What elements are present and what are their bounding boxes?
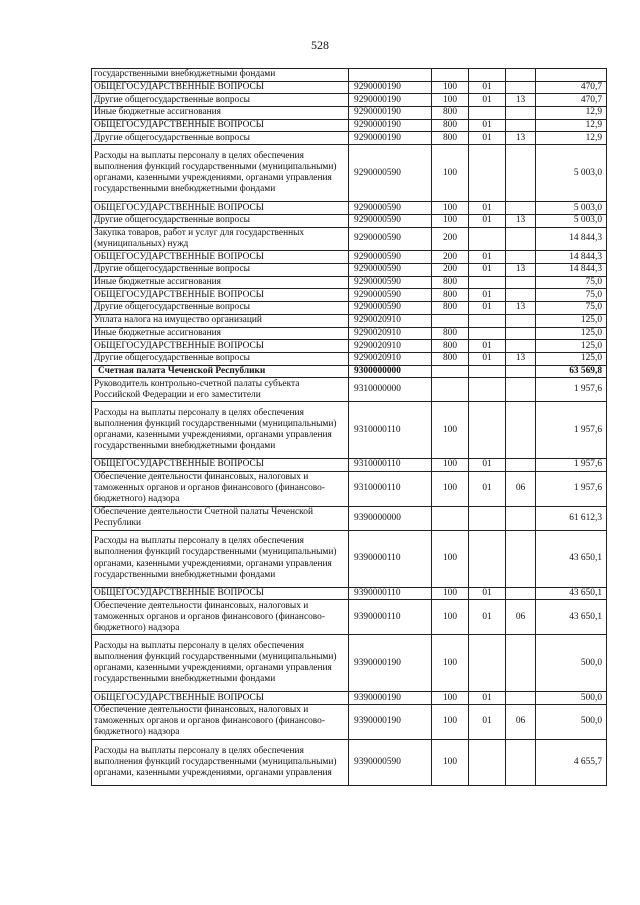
table-row <box>92 530 607 587</box>
row-name-cell: Обеспечение деятельности финансовых, налоговых и таможенных органов и органов финансового (финансово-бюджетного) надзора <box>92 471 349 506</box>
row-amount-cell: 1 957,6 <box>536 459 607 472</box>
row-expense-type-cell: 100 <box>432 739 469 785</box>
row-expense-type-cell: 800 <box>432 340 469 353</box>
row-subsection-cell <box>506 227 536 251</box>
row-subsection-cell <box>506 145 536 202</box>
row-name-cell: Расходы на выплаты персоналу в целях обеспечения выполнения функций государственными (муниципальными) органами, казенными учреждениями, органами управления <box>92 739 349 785</box>
row-amount-cell: 12,9 <box>536 107 607 120</box>
row-amount-cell: 14 844,3 <box>536 227 607 251</box>
row-expense-type-cell: 100 <box>432 214 469 227</box>
row-code-cell: 9290000590 <box>349 202 432 215</box>
row-section-cell: 01 <box>469 302 506 315</box>
row-code-cell: 9310000110 <box>349 402 432 459</box>
row-section-cell <box>469 739 506 785</box>
row-code-cell: 9290000190 <box>349 132 432 145</box>
table-row <box>92 202 607 215</box>
row-expense-type-cell <box>432 506 469 530</box>
row-expense-type-cell <box>432 365 469 378</box>
row-section-cell: 01 <box>469 132 506 145</box>
row-expense-type-cell: 800 <box>432 132 469 145</box>
row-subsection-cell: 13 <box>506 132 536 145</box>
row-amount-cell: 500,0 <box>536 635 607 692</box>
row-code-cell: 9290000190 <box>349 94 432 107</box>
row-amount-cell: 500,0 <box>536 704 607 739</box>
row-code-cell: 9290000190 <box>349 119 432 132</box>
row-subsection-cell <box>506 69 536 82</box>
table-row <box>92 506 607 530</box>
row-amount-cell: 1 957,6 <box>536 471 607 506</box>
table-row <box>92 340 607 353</box>
table-row <box>92 471 607 506</box>
row-subsection-cell <box>506 107 536 120</box>
row-name-cell: ОБЩЕГОСУДАРСТВЕННЫЕ ВОПРОСЫ <box>92 119 349 132</box>
row-section-cell: 01 <box>469 94 506 107</box>
row-name-cell: Обеспечение деятельности финансовых, налоговых и таможенных органов и органов финансового (финансово-бюджетного) надзора <box>92 704 349 739</box>
row-amount-cell <box>536 69 607 82</box>
row-expense-type-cell: 100 <box>432 704 469 739</box>
row-subsection-cell: 06 <box>506 600 536 635</box>
row-code-cell: 9290000590 <box>349 227 432 251</box>
row-section-cell <box>469 530 506 587</box>
row-name-cell: Другие общегосударственные вопросы <box>92 214 349 227</box>
row-amount-cell: 75,0 <box>536 302 607 315</box>
row-expense-type-cell: 800 <box>432 119 469 132</box>
row-subsection-cell <box>506 635 536 692</box>
row-amount-cell: 75,0 <box>536 289 607 302</box>
row-subsection-cell: 13 <box>506 264 536 277</box>
row-section-cell <box>469 107 506 120</box>
table-row <box>92 227 607 251</box>
row-code-cell: 9290000590 <box>349 264 432 277</box>
row-section-cell <box>469 227 506 251</box>
row-subsection-cell: 06 <box>506 471 536 506</box>
row-amount-cell: 125,0 <box>536 340 607 353</box>
row-name-cell: ОБЩЕГОСУДАРСТВЕННЫЕ ВОПРОСЫ <box>92 340 349 353</box>
row-expense-type-cell <box>432 314 469 327</box>
table-row <box>92 214 607 227</box>
row-expense-type-cell: 100 <box>432 202 469 215</box>
row-amount-cell: 43 650,1 <box>536 587 607 600</box>
row-subsection-cell <box>506 365 536 378</box>
row-amount-cell: 5 003,0 <box>536 214 607 227</box>
table-row <box>92 459 607 472</box>
row-expense-type-cell: 800 <box>432 327 469 340</box>
row-name-cell: Счетная палата Чеченской Республики <box>92 365 349 378</box>
row-expense-type-cell: 100 <box>432 692 469 705</box>
row-name-cell: Другие общегосударственные вопросы <box>92 132 349 145</box>
row-section-cell: 01 <box>469 251 506 264</box>
row-section-cell <box>469 378 506 402</box>
row-section-cell <box>469 327 506 340</box>
row-code-cell: 9290020910 <box>349 327 432 340</box>
row-name-cell: ОБЩЕГОСУДАРСТВЕННЫЕ ВОПРОСЫ <box>92 251 349 264</box>
budget-table <box>91 68 607 786</box>
row-amount-cell: 75,0 <box>536 276 607 289</box>
row-code-cell <box>349 69 432 82</box>
row-subsection-cell <box>506 276 536 289</box>
row-amount-cell: 1 957,6 <box>536 402 607 459</box>
budget-table-body <box>92 69 607 786</box>
table-row <box>92 692 607 705</box>
table-row <box>92 365 607 378</box>
row-expense-type-cell: 100 <box>432 600 469 635</box>
row-amount-cell: 61 612,3 <box>536 506 607 530</box>
row-section-cell <box>469 145 506 202</box>
row-subsection-cell: 06 <box>506 704 536 739</box>
row-expense-type-cell: 800 <box>432 302 469 315</box>
row-amount-cell: 63 569,8 <box>536 365 607 378</box>
table-row <box>92 739 607 785</box>
row-name-cell: Другие общегосударственные вопросы <box>92 302 349 315</box>
row-amount-cell: 43 650,1 <box>536 600 607 635</box>
row-name-cell: ОБЩЕГОСУДАРСТВЕННЫЕ ВОПРОСЫ <box>92 587 349 600</box>
table-row <box>92 276 607 289</box>
table-row <box>92 402 607 459</box>
row-code-cell: 9310000000 <box>349 378 432 402</box>
row-amount-cell: 5 003,0 <box>536 145 607 202</box>
row-expense-type-cell: 100 <box>432 145 469 202</box>
row-name-cell: ОБЩЕГОСУДАРСТВЕННЫЕ ВОПРОСЫ <box>92 202 349 215</box>
row-name-cell: Иные бюджетные ассигнования <box>92 327 349 340</box>
table-row <box>92 327 607 340</box>
row-amount-cell: 43 650,1 <box>536 530 607 587</box>
row-amount-cell: 125,0 <box>536 352 607 365</box>
row-subsection-cell <box>506 251 536 264</box>
row-name-cell: Руководитель контрольно-счетной палаты субъекта Российской Федерации и его заместители <box>92 378 349 402</box>
row-expense-type-cell: 100 <box>432 459 469 472</box>
row-section-cell: 01 <box>469 119 506 132</box>
table-row <box>92 107 607 120</box>
row-expense-type-cell: 200 <box>432 264 469 277</box>
row-subsection-cell: 13 <box>506 214 536 227</box>
row-section-cell: 01 <box>469 289 506 302</box>
table-row <box>92 81 607 94</box>
row-amount-cell: 470,7 <box>536 81 607 94</box>
row-expense-type-cell: 800 <box>432 289 469 302</box>
row-name-cell: Обеспечение деятельности финансовых, налоговых и таможенных органов и органов финансового (финансово-бюджетного) надзора <box>92 600 349 635</box>
row-expense-type-cell: 100 <box>432 635 469 692</box>
row-section-cell: 01 <box>469 600 506 635</box>
row-expense-type-cell: 200 <box>432 227 469 251</box>
row-subsection-cell <box>506 530 536 587</box>
row-code-cell: 9290000590 <box>349 145 432 202</box>
row-section-cell <box>469 69 506 82</box>
row-amount-cell: 470,7 <box>536 94 607 107</box>
row-name-cell: Другие общегосударственные вопросы <box>92 94 349 107</box>
row-section-cell: 01 <box>469 587 506 600</box>
table-row <box>92 600 607 635</box>
row-subsection-cell <box>506 327 536 340</box>
row-code-cell: 9390000590 <box>349 739 432 785</box>
row-section-cell <box>469 365 506 378</box>
table-row <box>92 587 607 600</box>
table-row <box>92 94 607 107</box>
row-subsection-cell <box>506 202 536 215</box>
row-code-cell: 9390000110 <box>349 530 432 587</box>
row-name-cell: Иные бюджетные ассигнования <box>92 107 349 120</box>
row-subsection-cell <box>506 506 536 530</box>
row-subsection-cell <box>506 402 536 459</box>
row-expense-type-cell <box>432 378 469 402</box>
row-name-cell: Расходы на выплаты персоналу в целях обеспечения выполнения функций государственными (муниципальными) органами, казенными учреждениями, органами управления государственными внебюджетными фондами <box>92 402 349 459</box>
row-subsection-cell <box>506 459 536 472</box>
row-subsection-cell <box>506 739 536 785</box>
row-name-cell: Иные бюджетные ассигнования <box>92 276 349 289</box>
row-section-cell <box>469 314 506 327</box>
row-code-cell: 9290000190 <box>349 81 432 94</box>
row-subsection-cell <box>506 587 536 600</box>
table-row <box>92 302 607 315</box>
table-row <box>92 264 607 277</box>
row-section-cell <box>469 506 506 530</box>
row-section-cell <box>469 276 506 289</box>
row-section-cell: 01 <box>469 471 506 506</box>
row-code-cell: 9290000590 <box>349 302 432 315</box>
row-expense-type-cell: 200 <box>432 251 469 264</box>
row-expense-type-cell: 800 <box>432 107 469 120</box>
row-subsection-cell <box>506 692 536 705</box>
row-code-cell: 9390000190 <box>349 704 432 739</box>
row-code-cell: 9290000590 <box>349 251 432 264</box>
row-subsection-cell <box>506 314 536 327</box>
row-subsection-cell <box>506 289 536 302</box>
row-name-cell: ОБЩЕГОСУДАРСТВЕННЫЕ ВОПРОСЫ <box>92 692 349 705</box>
table-row <box>92 635 607 692</box>
row-code-cell: 9290000590 <box>349 289 432 302</box>
row-section-cell: 01 <box>469 692 506 705</box>
row-expense-type-cell: 100 <box>432 94 469 107</box>
row-subsection-cell <box>506 378 536 402</box>
row-name-cell: Другие общегосударственные вопросы <box>92 352 349 365</box>
table-row <box>92 314 607 327</box>
row-code-cell: 9290020910 <box>349 340 432 353</box>
row-amount-cell: 125,0 <box>536 327 607 340</box>
row-expense-type-cell: 100 <box>432 402 469 459</box>
row-subsection-cell: 13 <box>506 302 536 315</box>
row-amount-cell: 5 003,0 <box>536 202 607 215</box>
row-section-cell: 01 <box>469 81 506 94</box>
table-row <box>92 704 607 739</box>
row-section-cell: 01 <box>469 352 506 365</box>
row-code-cell: 9290000590 <box>349 214 432 227</box>
row-name-cell: Расходы на выплаты персоналу в целях обеспечения выполнения функций государственными (муниципальными) органами, казенными учреждениями, органами управления государственными внебюджетными фондами <box>92 530 349 587</box>
row-amount-cell: 12,9 <box>536 119 607 132</box>
row-code-cell: 9390000000 <box>349 506 432 530</box>
row-section-cell: 01 <box>469 340 506 353</box>
table-row <box>92 119 607 132</box>
row-subsection-cell <box>506 81 536 94</box>
row-code-cell: 9390000190 <box>349 635 432 692</box>
row-amount-cell: 500,0 <box>536 692 607 705</box>
row-amount-cell: 14 844,3 <box>536 264 607 277</box>
row-name-cell: Расходы на выплаты персоналу в целях обеспечения выполнения функций государственными (муниципальными) органами, казенными учреждениями, органами управления государственными внебюджетными фондами <box>92 635 349 692</box>
row-code-cell: 9290000590 <box>349 276 432 289</box>
row-name-cell: Уплата налога на имущество организаций <box>92 314 349 327</box>
table-row <box>92 132 607 145</box>
row-name-cell: ОБЩЕГОСУДАРСТВЕННЫЕ ВОПРОСЫ <box>92 81 349 94</box>
row-code-cell: 9290020910 <box>349 314 432 327</box>
row-code-cell: 9390000110 <box>349 587 432 600</box>
row-name-cell: ОБЩЕГОСУДАРСТВЕННЫЕ ВОПРОСЫ <box>92 459 349 472</box>
row-section-cell: 01 <box>469 704 506 739</box>
row-amount-cell: 4 655,7 <box>536 739 607 785</box>
row-amount-cell: 125,0 <box>536 314 607 327</box>
row-code-cell: 9290020910 <box>349 352 432 365</box>
row-section-cell: 01 <box>469 202 506 215</box>
table-row <box>92 352 607 365</box>
row-section-cell: 01 <box>469 459 506 472</box>
row-name-cell: Расходы на выплаты персоналу в целях обеспечения выполнения функций государственными (муниципальными) органами, казенными учреждениями, органами управления государственными внебюджетными фондами <box>92 145 349 202</box>
row-code-cell: 9290000190 <box>349 107 432 120</box>
table-row <box>92 251 607 264</box>
row-code-cell: 9390000190 <box>349 692 432 705</box>
row-amount-cell: 14 844,3 <box>536 251 607 264</box>
row-subsection-cell <box>506 340 536 353</box>
row-subsection-cell: 13 <box>506 352 536 365</box>
row-subsection-cell <box>506 119 536 132</box>
row-expense-type-cell: 100 <box>432 471 469 506</box>
row-code-cell: 9310000110 <box>349 459 432 472</box>
row-expense-type-cell: 100 <box>432 81 469 94</box>
row-name-cell: Закупка товаров, работ и услуг для государственных (муниципальных) нужд <box>92 227 349 251</box>
row-section-cell: 01 <box>469 214 506 227</box>
page-number: 528 <box>311 38 329 52</box>
row-section-cell: 01 <box>469 264 506 277</box>
row-section-cell <box>469 635 506 692</box>
row-name-cell: ОБЩЕГОСУДАРСТВЕННЫЕ ВОПРОСЫ <box>92 289 349 302</box>
row-name-cell: государственными внебюджетными фондами <box>92 69 349 82</box>
row-amount-cell: 12,9 <box>536 132 607 145</box>
row-section-cell <box>469 402 506 459</box>
row-expense-type-cell: 100 <box>432 530 469 587</box>
row-code-cell: 9390000110 <box>349 600 432 635</box>
row-expense-type-cell: 100 <box>432 587 469 600</box>
row-expense-type-cell: 800 <box>432 352 469 365</box>
row-code-cell: 9310000110 <box>349 471 432 506</box>
row-name-cell: Обеспечение деятельности Счетной палаты Чеченской Республики <box>92 506 349 530</box>
row-subsection-cell: 13 <box>506 94 536 107</box>
row-expense-type-cell: 800 <box>432 276 469 289</box>
table-row <box>92 289 607 302</box>
row-expense-type-cell <box>432 69 469 82</box>
table-row <box>92 378 607 402</box>
table-row <box>92 69 607 82</box>
row-code-cell: 9300000000 <box>349 365 432 378</box>
table-row <box>92 145 607 202</box>
row-amount-cell: 1 957,6 <box>536 378 607 402</box>
row-name-cell: Другие общегосударственные вопросы <box>92 264 349 277</box>
